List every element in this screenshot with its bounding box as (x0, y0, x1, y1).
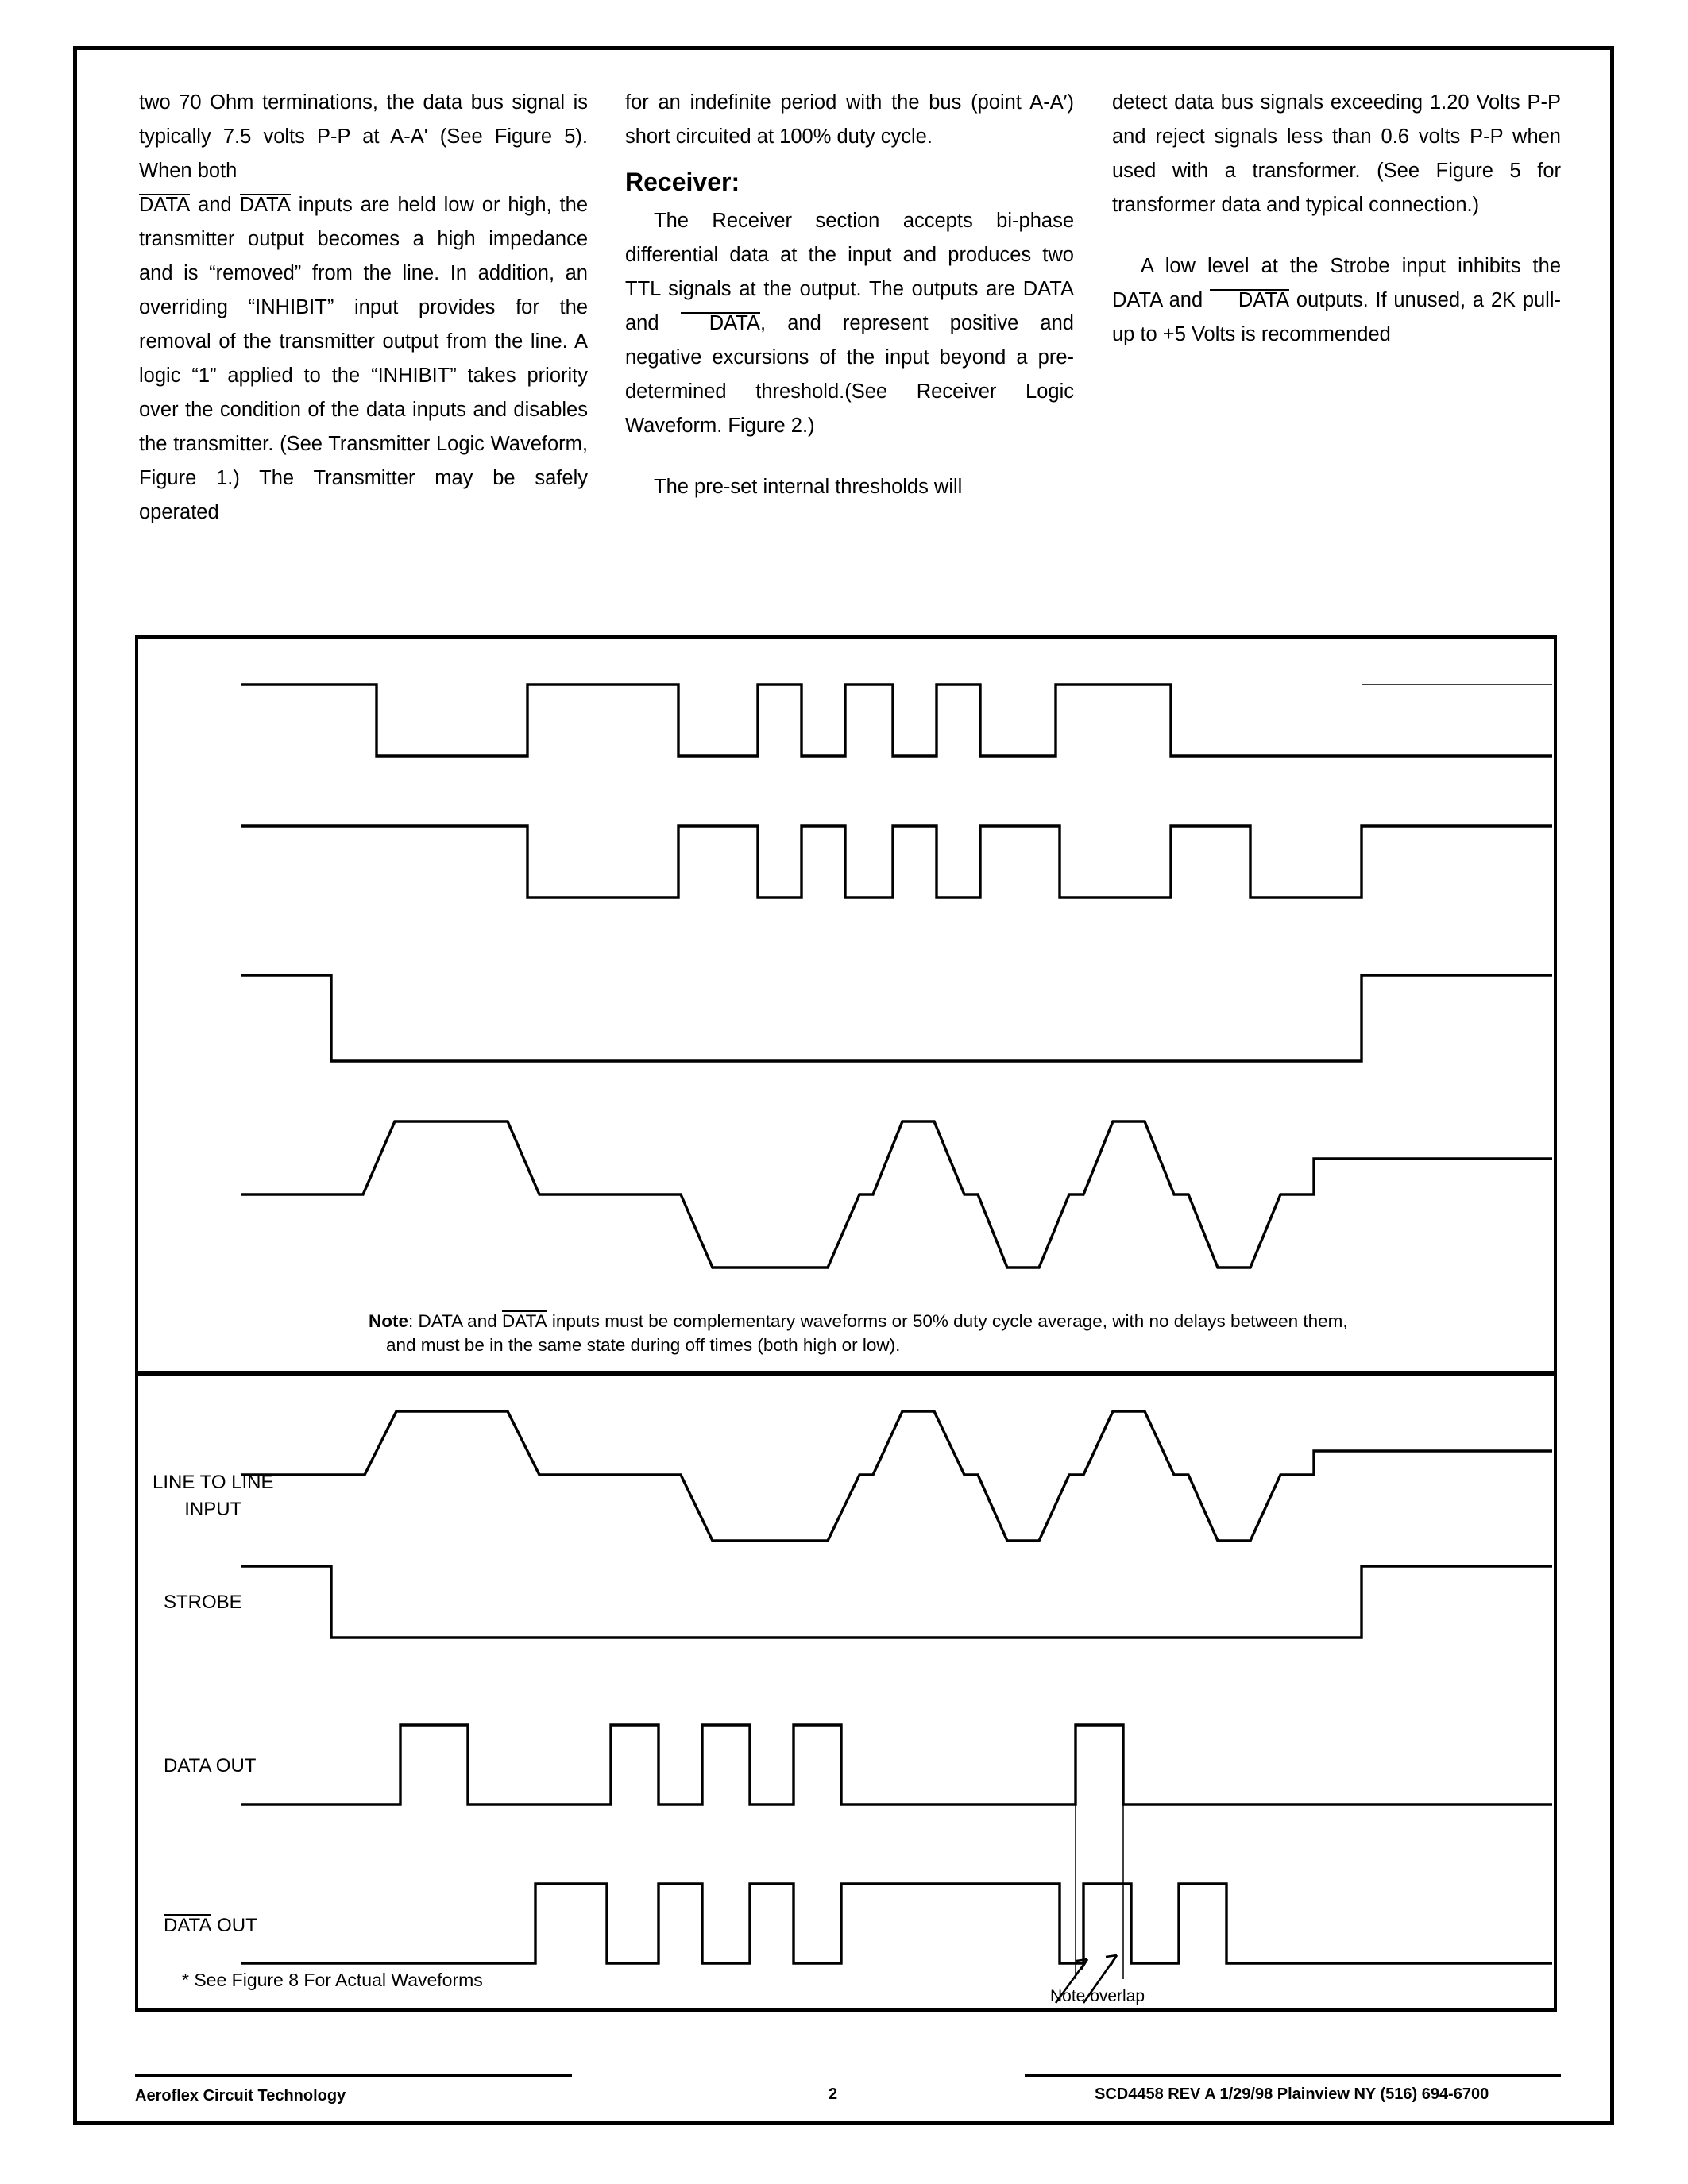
label-line-to-line-input-l1: LINE TO LINE (153, 1472, 274, 1493)
column3-spacer (1112, 222, 1561, 249)
column3-paragraph-b (1112, 249, 1561, 352)
column1-text-a: two 70 Ohm terminations, the data bus signal is typically 7.5 volts P-P at A-A' (See Figure 5). When both (139, 91, 588, 182)
figure-1-note-c: and must be in the same state during off times (both high or low). (386, 1335, 901, 1355)
body-text-columns (139, 86, 1561, 626)
column3-paragraph-a: detect data bus signals exceeding 1.20 Volts P-P and reject signals less than 0.6 volts P-P when used with a transformer. (See Figure 5 for transformer data and typical connection.) (1112, 91, 1561, 216)
footer-rule-left (135, 2074, 572, 2077)
column2-paragraph-a: for an indefinite period with the bus (point A-A′) short circuited at 100% duty cycle. (625, 91, 1074, 148)
text-column-2 (625, 86, 1074, 504)
column1-and: and (190, 194, 240, 216)
receiver-heading: Receiver: (625, 168, 740, 196)
databar-overline-1: DATA (239, 194, 291, 216)
databar-overline-3: DATA (1210, 289, 1289, 311)
column2-paragraph-c: The pre-set internal thresholds will (654, 476, 963, 498)
note-overlap-label: Note overlap (1050, 1987, 1145, 2005)
label-strobe: STROBE (164, 1592, 242, 1613)
footer-doc-info: SCD4458 REV A 1/29/98 Plainview NY (516) 694-6700 (1095, 2086, 1489, 2103)
column1-text-b: inputs are held low or high, the transmitter output becomes a high impedance and is “removed” from the line. In addition, an overriding “INHIBIT” input provides for the removal of the transmitter output from the line. A logic “1” applied to the “INHIBIT” takes priority over the condition of the data inputs and disables the transmitter. (See Transmitter Logic Waveform, Figure 1.) The Transmitter may be safely operated (139, 194, 589, 523)
label-line-to-line-input-l2: INPUT (184, 1499, 242, 1520)
label-data-out-bar-rest: OUT (211, 1915, 257, 1936)
figure-2-footnote: * See Figure 8 For Actual Waveforms (182, 1970, 483, 1990)
footer-rule-right (1025, 2074, 1561, 2077)
figure-1-note-a: : DATA and (408, 1311, 502, 1331)
figure-1-container (135, 635, 1557, 1374)
figure-2-container (135, 1372, 1557, 2012)
column3-text-b: A low level at the Strobe input inhibits the DATA and (1112, 255, 1561, 311)
column2-paragraph-b (625, 204, 1074, 443)
databar-overline-2: DATA (681, 312, 760, 334)
column2-spacer (625, 443, 1074, 470)
footer-page-number: 2 (829, 2086, 838, 2103)
figure-1-note-b: inputs must be complementary waveforms or 50% duty cycle average, with no delays between them, (547, 1311, 1348, 1331)
label-data-out-bar-text: DATA (164, 1915, 212, 1936)
column1-paragraph (139, 86, 588, 530)
text-column-3 (1112, 86, 1561, 352)
label-line-to-line-input (153, 1469, 274, 1523)
column2-text-b: The Receiver section accepts bi-phase differential data at the input and produces two TTL signals at the output. The outputs are DATA and (625, 210, 1074, 334)
label-data-out-bar (164, 1914, 257, 1937)
figure-1-note-bar: DATA (501, 1311, 547, 1331)
footer-company: Aeroflex Circuit Technology (135, 2087, 346, 2105)
label-data-out: DATA OUT (164, 1755, 257, 1777)
figure-1-note (369, 1310, 1520, 1357)
data-overline-1: DATA (139, 194, 191, 216)
figure-1-waveforms-final (138, 639, 1552, 1369)
figure-2-waveforms (138, 1376, 1552, 2007)
column2-text-c: , and represent positive and negative excursions of the input beyond a pre-determined threshold.(See Receiver Logic Waveform. Figure 2.) (625, 312, 1074, 437)
figure-1-note-bold: Note (369, 1311, 408, 1331)
text-column-1 (139, 86, 588, 530)
column3-text-c: outputs. If unused, a 2K pull-up to +5 Volts is recommended (1112, 289, 1562, 345)
